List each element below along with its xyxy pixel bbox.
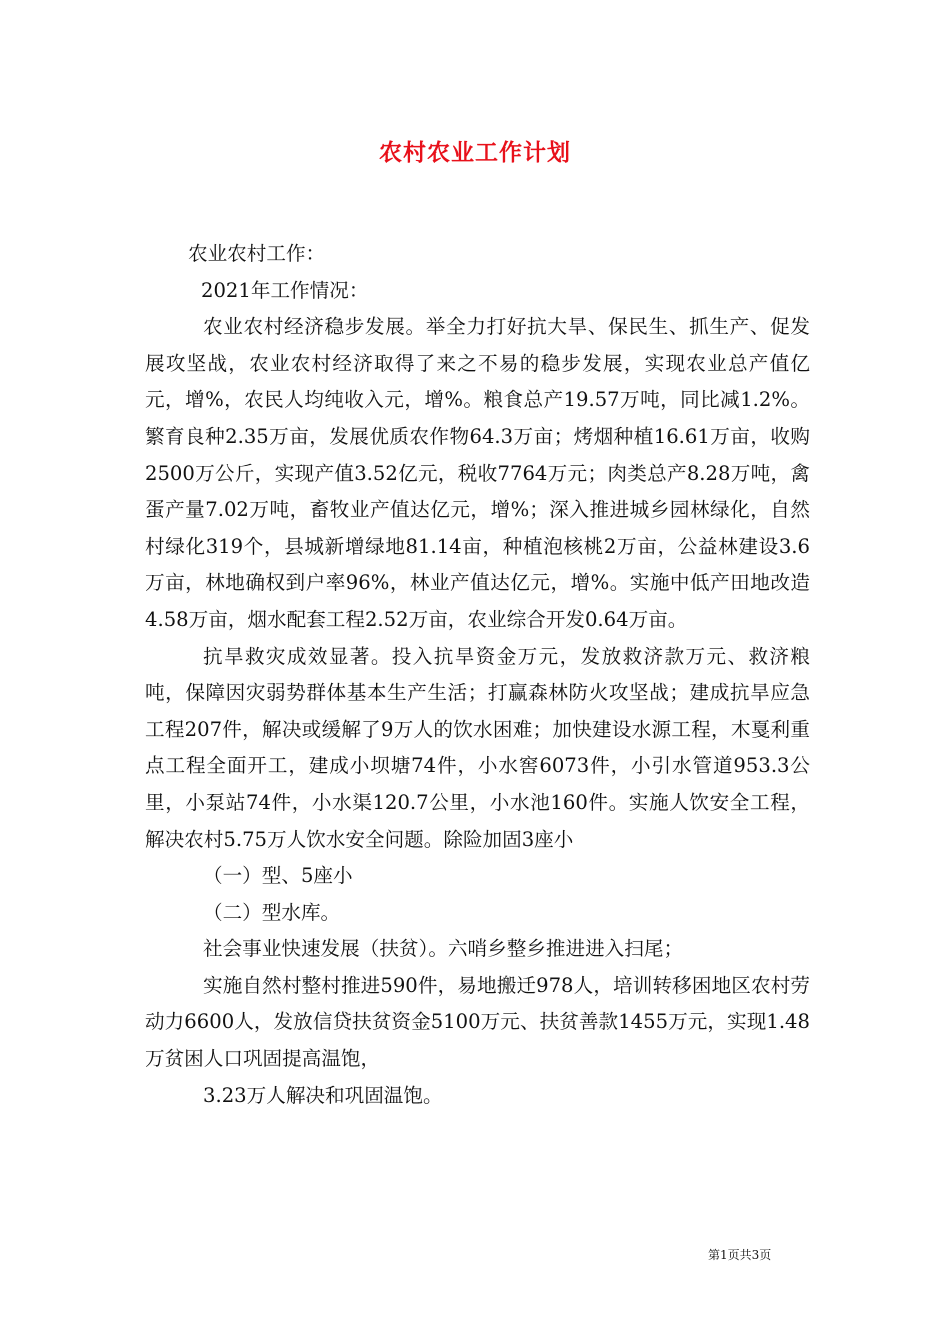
list-item-one: （一）型、5座小 <box>203 864 353 888</box>
paragraph-poverty: 实施自然村整村推进590件，易地搬迁978人，培训转移困地区农村劳动力6600人，发放信贷扶贫资金5100万元、扶贫善款1455万元，实现1.48万贫困人口巩固提高温饱， <box>145 973 810 1071</box>
document-title: 农村农业工作计划 <box>379 139 571 166</box>
paragraph-drought-relief: 抗旱救灾成效显著。投入抗旱资金万元，发放救济款万元、救济粮吨，保障因灾弱势群体基本生产生活；打赢森林防火攻坚战；建成抗旱应急工程207件，解决或缓解了9万人的饮水困难；加快建设水源工程，木戛利重点工程全面开工，建成小坝塘74件，小水窖6073件，小引水管道953.3公里，小泵站74件，小水渠120.7公里，小水池160件。实施人饮安全工程，解决农村5.75万人饮水安全问题。除险加固3座小 <box>145 644 810 851</box>
document-body <box>145 236 810 1114</box>
paragraph-social: 社会事业快速发展（扶贫）。六哨乡整乡推进进入扫尾； <box>203 937 684 961</box>
paragraph-last: 3.23万人解决和巩固温饱。 <box>203 1083 443 1107</box>
intro-line: 农业农村工作： <box>188 242 326 265</box>
list-item-two: （二）型水库。 <box>203 900 341 924</box>
year-heading: 2021年工作情况： <box>201 278 369 302</box>
page-number: 第1页共3页 <box>708 1248 772 1262</box>
paragraph-agriculture: 农业农村经济稳步发展。举全力打好抗大旱、保民生、抓生产、促发展攻坚战，农业农村经济取得了来之不易的稳步发展，实现农业总产值亿元，增%，农民人均纯收入元，增%。粮食总产19.57万吨，同比减1.2%。繁育良种2.35万亩，发展优质农作物64.3万亩；烤烟种植16.61万亩，收购2500万公斤，实现产值3.52亿元，税收7764万元；肉类总产8.28万吨，禽蛋产量7.02万吨，畜牧业产值达亿元，增%；深入推进城乡园林绿化，自然村绿化319个，县城新增绿地81.14亩，种植泡核桃2万亩，公益林建设3.6万亩，林地确权到户率96%，林业产值达亿元，增%。实施中低产田地改造4.58万亩，烟水配套工程2.52万亩，农业综合开发0.64万亩。 <box>145 315 810 631</box>
